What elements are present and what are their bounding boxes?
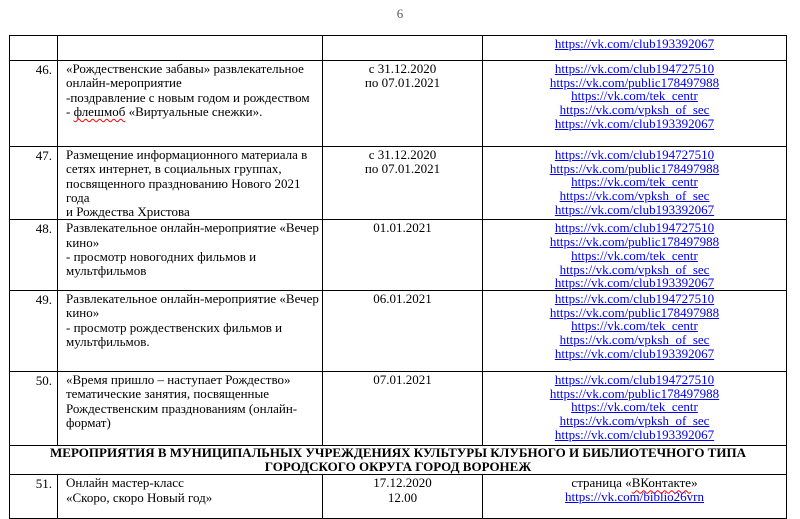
- desc-line: тематические занятия, посвященные: [66, 386, 270, 402]
- event-description-cell: [58, 147, 323, 220]
- desc-line: формат): [66, 414, 111, 430]
- vk-link[interactable]: https://vk.com/tek_centr: [571, 88, 698, 104]
- vk-link[interactable]: https://vk.com/tek_centr: [571, 247, 698, 263]
- event-description-cell: [58, 61, 323, 147]
- table-row: [10, 372, 787, 446]
- event-dates-cell: [323, 372, 483, 446]
- section-header-line: ГОРОДСКОГО ОКРУГА ГОРОД ВОРОНЕЖ: [264, 459, 532, 475]
- event-links-cell: [483, 475, 787, 519]
- event-description-cell: [58, 220, 323, 291]
- event-links-cell: [483, 291, 787, 372]
- desc-line: Развлекательное онлайн-мероприятие «Вечер: [66, 291, 319, 306]
- vk-link[interactable]: https://vk.com/club194727510: [554, 147, 715, 162]
- misspelled-word: ВКонтакте: [631, 475, 692, 491]
- vk-link[interactable]: https://vk.com/club193392067: [554, 201, 715, 217]
- desc-line: сетях интернет, в социальных группах,: [66, 161, 282, 177]
- desc-line: и Рождества Христова: [66, 204, 190, 220]
- vk-link[interactable]: https://vk.com/vpksh_of_sec: [559, 261, 710, 277]
- event-dates-cell: [323, 147, 483, 220]
- date-line: 01.01.2021: [373, 220, 432, 236]
- vk-link[interactable]: https://vk.com/club194727510: [554, 220, 715, 236]
- vk-link[interactable]: https://vk.com/vpksh_of_sec: [559, 188, 710, 204]
- vk-link[interactable]: https://vk.com/public178497988: [549, 234, 720, 250]
- row-number-cell: 50.: [10, 372, 58, 446]
- event-links-cell: [483, 372, 787, 446]
- desc-line: кино»: [66, 234, 100, 250]
- event-description-cell: [58, 475, 323, 519]
- event-description-cell: [58, 36, 323, 61]
- event-links-cell: [483, 220, 787, 291]
- vk-link[interactable]: https://vk.com/club194727510: [554, 61, 715, 76]
- event-dates-cell: [323, 61, 483, 147]
- desc-line: Рождественским празднованиям (онлайн-: [66, 400, 298, 416]
- date-line: по 07.01.2021: [364, 161, 441, 177]
- vk-link[interactable]: https://vk.com/public178497988: [549, 304, 720, 320]
- date-line: с 31.12.2020: [368, 147, 437, 162]
- table-row-continuation: [10, 36, 787, 61]
- desc-line: - просмотр рождественских фильмов и: [66, 319, 283, 335]
- desc-line: Размещение информационного материала в: [66, 147, 308, 162]
- vk-link[interactable]: https://vk.com/vpksh_of_sec: [559, 332, 710, 348]
- desc-line: - просмотр новогодних фильмов и: [66, 249, 257, 265]
- vk-link[interactable]: https://vk.com/club194727510: [554, 372, 715, 387]
- table-row: [10, 147, 787, 220]
- desc-line: Онлайн мастер-класс: [66, 475, 184, 491]
- vk-link[interactable]: https://vk.com/tek_centr: [571, 174, 698, 190]
- table-row: [10, 291, 787, 372]
- desc-line: мультфильмов: [66, 263, 147, 279]
- desc-line: кино»: [66, 305, 100, 321]
- misspelled-word: флешмоб: [73, 103, 126, 119]
- vk-link[interactable]: https://vk.com/club193392067: [554, 115, 715, 131]
- desc-line: - флешмоб «Виртуальные снежки».: [66, 103, 263, 119]
- vk-link[interactable]: https://vk.com/vpksh_of_sec: [559, 413, 710, 429]
- vk-link[interactable]: https://vk.com/biblio26vrn: [564, 489, 705, 505]
- vk-page-caption: страница «ВКонтакте»: [571, 475, 698, 491]
- page-number: 6: [396, 6, 404, 21]
- date-line: по 07.01.2021: [364, 75, 441, 91]
- vk-link[interactable]: https://vk.com/vpksh_of_sec: [559, 102, 710, 118]
- desc-line: посвященного празднованию Нового 2021 года: [66, 175, 301, 205]
- desc-line: -поздравление с новым годом и рождеством: [66, 89, 310, 105]
- date-line: 06.01.2021: [373, 291, 432, 306]
- events-table: [9, 35, 787, 519]
- event-dates-cell: [323, 475, 483, 519]
- vk-link[interactable]: https://vk.com/club193392067: [554, 426, 715, 442]
- event-links-cell: [483, 61, 787, 147]
- event-dates-cell: [323, 36, 483, 61]
- desc-line: онлайн-мероприятие: [66, 75, 182, 91]
- row-number-cell: 46.: [10, 61, 58, 147]
- date-line: 12.00: [387, 489, 418, 505]
- vk-link[interactable]: https://vk.com/tek_centr: [571, 399, 698, 415]
- vk-link[interactable]: https://vk.com/club194727510: [554, 291, 715, 306]
- row-number-cell: [10, 36, 58, 61]
- event-description-cell: [58, 291, 323, 372]
- row-number-cell: 48.: [10, 220, 58, 291]
- row-number-cell: 47.: [10, 147, 58, 220]
- vk-link[interactable]: https://vk.com/tek_centr: [571, 318, 698, 334]
- row-number-cell: 51.: [10, 475, 58, 519]
- desc-line: «Рождественские забавы» развлекательное: [66, 61, 304, 76]
- section-header-cell: [10, 446, 787, 475]
- event-description-cell: [58, 372, 323, 446]
- event-links-cell: [483, 36, 787, 61]
- row-number-cell: 49.: [10, 291, 58, 372]
- table-row: [10, 475, 787, 519]
- table-row: [10, 220, 787, 291]
- section-header-row: [10, 446, 787, 475]
- event-links-cell: [483, 147, 787, 220]
- vk-link[interactable]: https://vk.com/public178497988: [549, 160, 720, 176]
- event-dates-cell: [323, 291, 483, 372]
- date-line: с 31.12.2020: [368, 61, 437, 76]
- desc-line: Развлекательное онлайн-мероприятие «Вечер: [66, 220, 319, 236]
- date-line: 07.01.2021: [373, 372, 432, 387]
- vk-link[interactable]: https://vk.com/club193392067: [554, 36, 715, 51]
- vk-link[interactable]: https://vk.com/public178497988: [549, 385, 720, 401]
- desc-line: «Скоро, скоро Новый год»: [66, 489, 213, 505]
- date-line: 17.12.2020: [373, 475, 432, 491]
- table-row: [10, 61, 787, 147]
- vk-link[interactable]: https://vk.com/club193392067: [554, 275, 715, 291]
- desc-line: «Время пришло – наступает Рождество»: [66, 372, 291, 387]
- event-dates-cell: [323, 220, 483, 291]
- desc-line: мультфильмов.: [66, 333, 150, 349]
- vk-link[interactable]: https://vk.com/public178497988: [549, 74, 720, 90]
- vk-link[interactable]: https://vk.com/club193392067: [554, 345, 715, 361]
- section-header-line: МЕРОПРИЯТИЯ В МУНИЦИПАЛЬНЫХ УЧРЕЖДЕНИЯХ КУЛЬТУРЫ КЛУБНОГО И БИБЛИОТЕЧНОГО ТИПА: [50, 445, 746, 460]
